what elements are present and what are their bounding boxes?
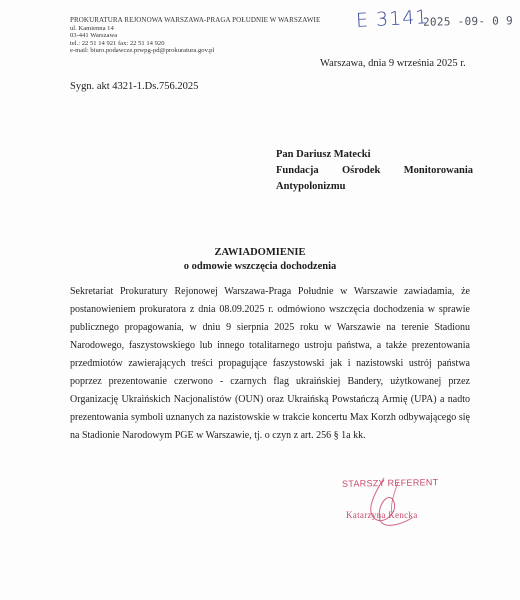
signature-title: STARSZY REFERENT [341,477,439,489]
letterhead-phone: tel.: 22 51 14 921 fax: 22 51 14 920 [70,39,165,47]
addressee-name: Pan Dariusz Matecki [276,149,371,160]
letterhead-city: 03-441 Warszawa [70,32,118,40]
addressee-org-word: Monitorowania [403,165,473,176]
addressee-org-line2: Antypolonizmu [276,181,346,192]
received-date-stamp: 2025 -09- 0 9 [422,14,514,29]
body-text [70,283,470,445]
title-sub: o odmowie wszczęcia dochodzenia [183,261,337,272]
handwritten-reference: E 3141 [355,6,429,32]
letterhead-org: PROKURATURA REJONOWA WARSZAWA-PRAGA POŁUDNIE W WARSZAWIE [70,16,321,24]
title-main: ZAWIADOMIENIE [214,247,306,258]
body-paragraph: Sekretariat Prokuratury Rejonowej Warszawa-Praga Południe w Warszawie zawiadamia, że postanowieniem prokuratora z dnia 08.09.2025 r. odmówiono wszczęcia dochodzenia w sprawie publicznego propagowania, w dniu 9 sierpnia 2025 roku w Warszawie na terenie Stadionu Narodowego, faszystowskiego lub innego totalitarnego ustroju państwa, a także prezentowania przedmiotów zawierających treści propagujące faszystowski jak i nazistowski ustrój państwa poprzez prezentowanie czerwono - czarnych flag ukraińskiej Bandery, użytkowanej przez Organizację Ukraińskich Nacjonalistów (OUN) oraz Ukraińską Powstańczą Armię (UPA) a nadto prezentowania symboli uznanych za nazistowskie w trakcie koncertu Max Korzh odbywającego się na Stadionie Narodowym PGE w Warszawie, tj. o czyn z art. 256 § 1a kk. [70,286,470,441]
addressee-org-line [276,163,473,179]
place-date: Warszawa, dnia 9 września 2025 r. [320,58,466,69]
letterhead-street: ul. Kamienna 14 [70,24,114,32]
addressee-org-word: Fundacja [276,165,319,176]
letterhead [70,17,320,55]
case-number: Sygn. akt 4321-1.Ds.756.2025 [70,81,199,92]
letterhead-email: e-mail: biuro.podawcze.prwpg-pd@prokuratura.gov.pl [70,47,215,55]
addressee-block [276,147,473,195]
document-title [0,246,520,274]
addressee-org-word: Ośrodek [342,165,381,176]
signature-name: Katarzyna Kencka [346,510,418,520]
